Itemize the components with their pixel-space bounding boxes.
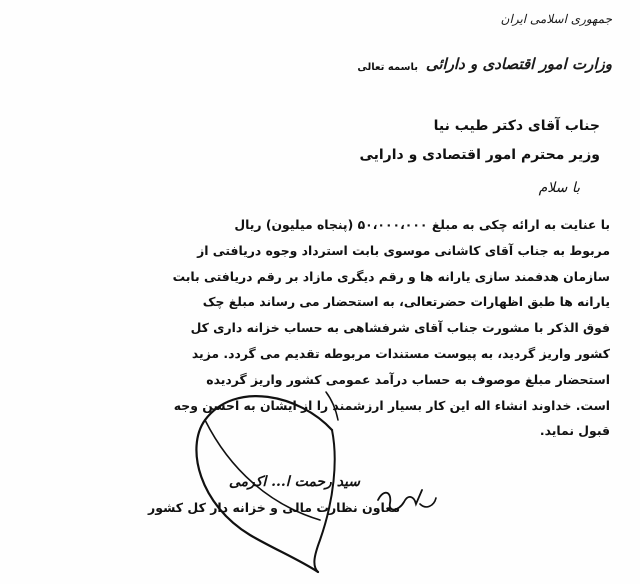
signatory-name: سید رحمت ا... اکرمی [228,474,360,490]
addressee-name: جناب آقای دکتر طیب نیا [433,118,600,134]
basmala-heading: باسمه تعالی [357,62,418,73]
body-line: مربوط به جناب آقای کاشانی موسوی بابت استرداد وجوه دریافتی از [197,242,610,258]
greeting: با سلام [538,180,580,196]
letter-body [50,212,610,444]
body-line: سازمان هدفمند سازی یارانه ها و رقم دیگری مازاد بر رقم دریافتی بابت [172,268,610,284]
body-line: کشور واریز گردید، به پیوست مستندات مربوطه تقدیم می گردد. مزید [191,345,610,361]
body-line: استحضار مبلغ موصوف به حساب درآمد عمومی کشور واریز گردیده [206,371,610,387]
body-line: قبول نماید. [539,423,610,439]
signatory-title: معاون نظارت مالی و خزانه دار کل کشور [148,500,400,515]
body-line: فوق الذکر با مشورت جناب آقای شرفشاهی به حساب خزانه داری کل [190,320,610,336]
letterhead-ministry: وزارت امور اقتصادی و دارائی [425,55,612,73]
body-line: با عنایت به ارائه چکی به مبلغ ۵۰،۰۰۰،۰۰۰ (پنجاه میلیون) ریال [234,217,610,232]
letterhead-country: جمهوری اسلامی ایران [500,12,612,26]
body-line: است. خداوند انشاء اله این کار بسیار ارزشمند را از ایشان به احسن وجه [173,397,610,413]
addressee-title: وزیر محترم امور اقتصادی و دارایی [359,147,600,163]
body-line: یارانه ها طبق اظهارات حضرتعالی، به استحضار می رساند مبلغ چک [202,294,610,310]
